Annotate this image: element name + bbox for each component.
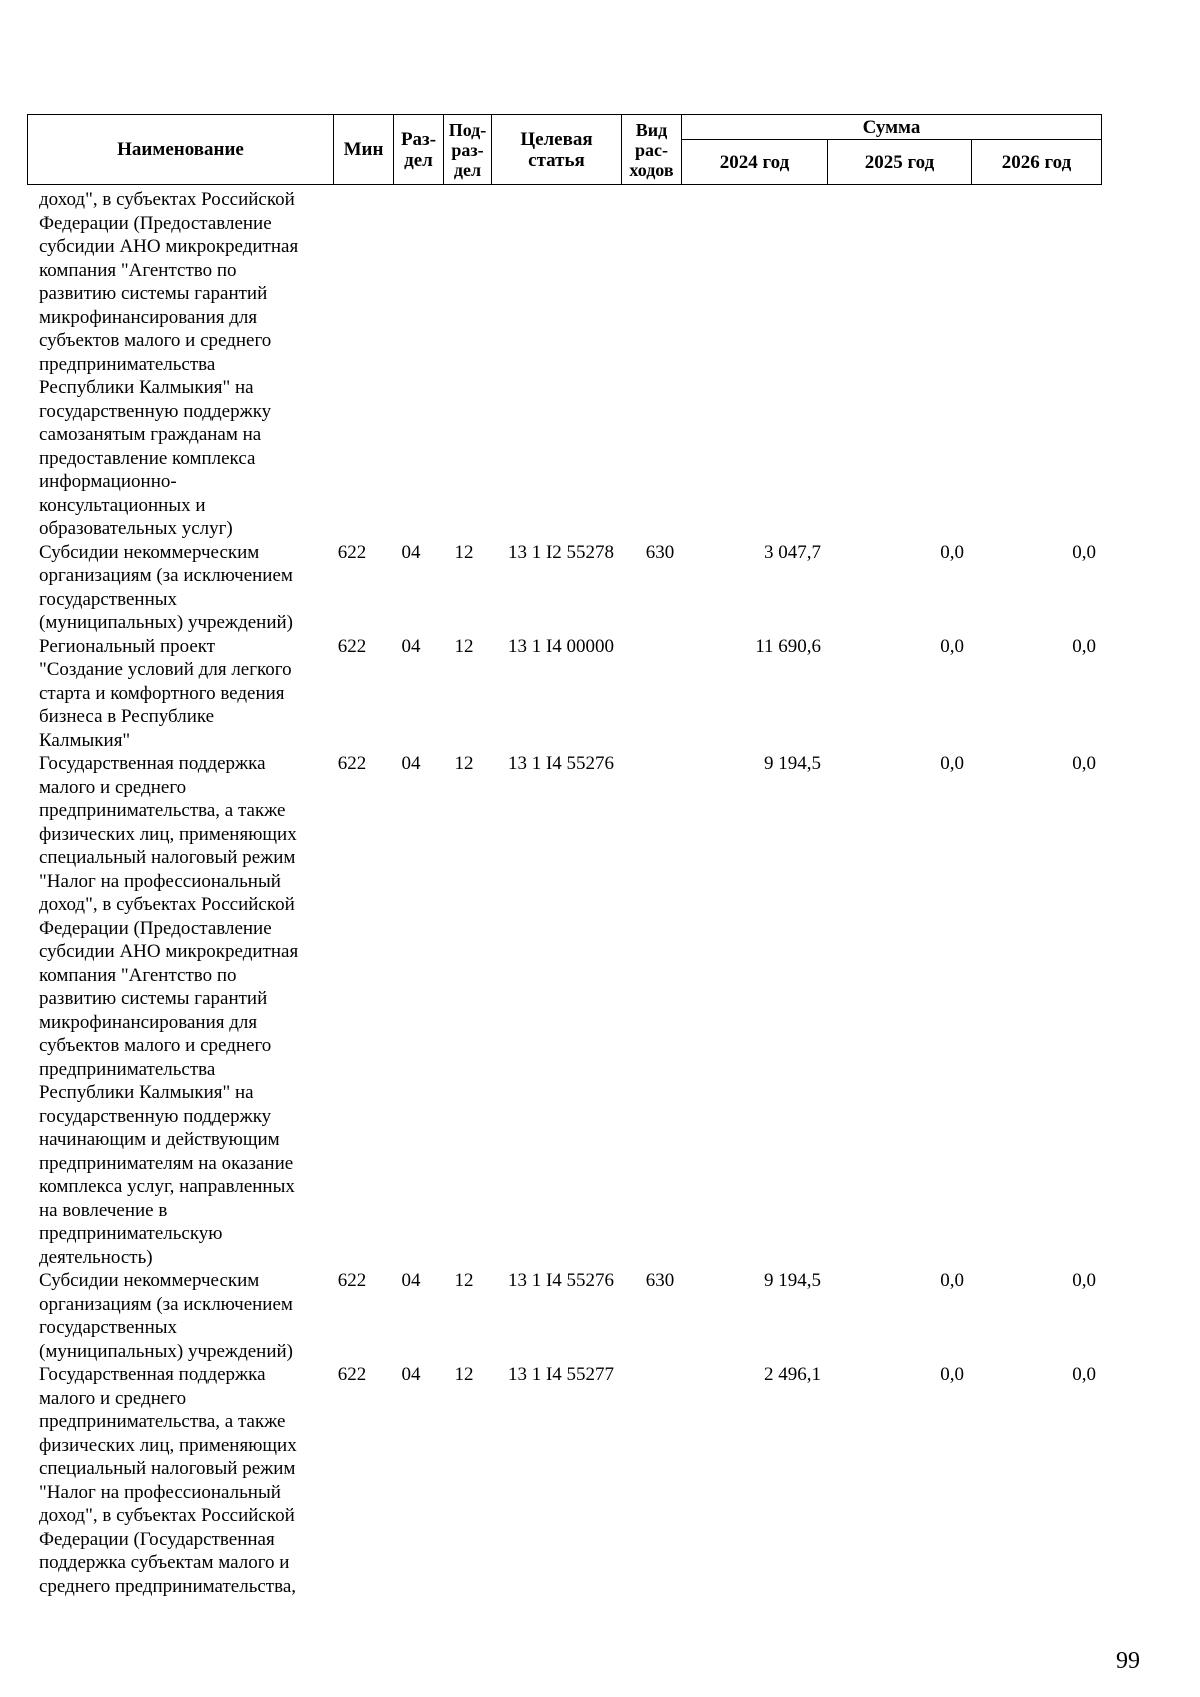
row-name-line: Республики Калмыкия" на — [39, 377, 254, 398]
row-name-line: государственных — [39, 588, 178, 610]
table-header — [27, 114, 1102, 185]
row-section: 04 — [401, 753, 421, 774]
row-name-line: субсидии АНО микрокредитная — [39, 941, 299, 962]
row-name-line: государственную поддержку — [39, 400, 272, 422]
row-name-line: (муниципальных) учреждений) — [39, 1340, 293, 1362]
row-name-line: деятельность) — [39, 1246, 153, 1268]
row-sum-2024: 11 690,6 — [755, 635, 821, 657]
row-sum-2026: 0,0 — [1072, 1270, 1096, 1291]
row-name-line: малого и среднего — [39, 1387, 187, 1409]
row-name-line: субъектов малого и среднего — [39, 1035, 272, 1056]
row-name-line: образовательных услуг) — [39, 518, 233, 539]
header-section-line: Раз- — [400, 128, 437, 150]
row-sum-2026 — [976, 188, 1106, 541]
row-min: 622 — [337, 1364, 367, 1385]
row-name-line: развитию системы гарантий — [39, 283, 268, 304]
header-subsection-line: раз- — [451, 139, 484, 160]
header-name: Наименование — [28, 115, 334, 185]
row-name-line: (муниципальных) учреждений) — [39, 612, 293, 633]
row-name-line: предпринимательскую — [39, 1223, 223, 1244]
row-name-line: субсидии АНО микрокредитная — [39, 236, 299, 257]
row-name-line: информационно- — [39, 471, 177, 492]
row-sum-2025: 0,0 — [940, 753, 964, 774]
row-type — [631, 188, 689, 541]
row-name-line: Федерации (Предоставление — [39, 917, 272, 939]
row-name-line: Федерации (Государственная — [39, 1528, 275, 1550]
header-section — [394, 115, 444, 185]
row-name-line: физических лиц, применяющих — [39, 823, 297, 845]
row-target: 13 1 I2 55278 — [507, 541, 615, 563]
row-target: 13 1 I4 55276 — [507, 753, 615, 774]
table-row — [27, 635, 1127, 753]
header-type-line: ходов — [629, 159, 674, 180]
header-year-2025: 2025 год — [828, 140, 972, 185]
row-name-line: специальный налоговый режим — [39, 1458, 296, 1479]
row-name-line: среднего предпринимательства, — [39, 1575, 297, 1597]
table-row — [27, 1269, 1127, 1363]
row-sum-2024 — [689, 188, 833, 541]
row-name-line: Республики Калмыкия" на — [39, 1082, 254, 1103]
row-section: 04 — [401, 635, 421, 657]
row-name-line: Государственная поддержка — [39, 1364, 266, 1385]
row-subsection: 12 — [454, 1364, 474, 1385]
row-sum-2026: 0,0 — [1072, 541, 1096, 563]
row-name-line: Субсидии некоммерческим — [39, 541, 260, 563]
header-section-line: дел — [404, 149, 433, 171]
row-min: 622 — [337, 753, 367, 774]
row-target: 13 1 I4 55277 — [507, 1364, 615, 1385]
row-name — [27, 541, 319, 635]
row-name-line: консультационных и — [39, 494, 206, 516]
row-subsection: 12 — [454, 753, 474, 774]
row-name — [27, 1363, 319, 1598]
header-subsection-line: дел — [453, 159, 482, 180]
row-name-line: предпринимательства, а также — [39, 1411, 286, 1432]
row-sum-2024: 9 194,5 — [764, 1270, 821, 1291]
row-min: 622 — [337, 635, 367, 657]
row-type: 630 — [645, 541, 675, 563]
row-name-line: предпринимательства — [39, 353, 216, 375]
row-name-line: субъектов малого и среднего — [39, 330, 272, 351]
header-subsection-line: Под- — [448, 119, 487, 140]
header-year-2024: 2024 год — [682, 140, 828, 185]
row-name-line: "Создание условий для легкого — [39, 659, 292, 680]
row-name-line: специальный налоговый режим — [39, 847, 296, 868]
header-year-2026: 2026 год — [972, 140, 1102, 185]
row-min — [319, 188, 385, 541]
row-name-line: государственную поддержку — [39, 1105, 272, 1127]
row-target — [491, 188, 631, 541]
header-type-line: рас- — [635, 139, 668, 160]
row-name-line: начинающим и действующим — [39, 1129, 280, 1150]
row-name-line: Федерации (Предоставление — [39, 212, 272, 234]
row-name-line: Государственная поддержка — [39, 753, 266, 774]
row-subsection — [437, 188, 491, 541]
row-name-line: "Налог на профессиональный — [39, 1481, 281, 1503]
row-section: 04 — [401, 1364, 421, 1385]
header-subsection — [444, 115, 492, 185]
table-body — [27, 188, 1127, 1598]
row-type — [631, 752, 689, 1269]
row-type — [631, 635, 689, 753]
header-target-line: Целевая — [520, 128, 593, 150]
header-type-line: Вид — [635, 119, 668, 140]
row-subsection: 12 — [454, 541, 474, 563]
row-name-line: Калмыкия" — [39, 729, 131, 751]
row-name-line: организациям (за исключением — [39, 565, 293, 586]
row-name-line: предпринимателям на оказание — [39, 1152, 294, 1174]
row-subsection: 12 — [454, 635, 474, 657]
row-name — [27, 1269, 319, 1363]
row-name-line: на вовлечение в — [39, 1199, 168, 1221]
row-subsection: 12 — [454, 1270, 474, 1291]
header-type — [622, 115, 682, 185]
row-name-line: компания "Агентство по — [39, 964, 237, 986]
row-name-line: организациям (за исключением — [39, 1293, 293, 1315]
row-name-line: компания "Агентство по — [39, 259, 237, 281]
row-type — [631, 1363, 689, 1598]
row-name-line: микрофинансирования для — [39, 306, 258, 328]
header-min: Мин — [334, 115, 394, 185]
row-section — [385, 188, 437, 541]
row-min: 622 — [337, 541, 367, 563]
row-section: 04 — [401, 1270, 421, 1291]
row-name-line: физических лиц, применяющих — [39, 1434, 297, 1456]
table-row — [27, 541, 1127, 635]
row-section: 04 — [401, 541, 421, 563]
row-target: 13 1 I4 55276 — [507, 1270, 615, 1291]
row-name-line: самозанятым гражданам на — [39, 424, 262, 445]
row-sum-2026: 0,0 — [1072, 635, 1096, 657]
row-sum-2025: 0,0 — [940, 635, 964, 657]
row-name-line: поддержка субъектам малого и — [39, 1552, 290, 1573]
row-name-line: доход", в субъектах Российской — [39, 894, 295, 915]
row-name-line: доход", в субъектах Российской — [39, 189, 295, 210]
row-type: 630 — [645, 1270, 675, 1291]
header-target — [492, 115, 622, 185]
row-sum-2025 — [833, 188, 976, 541]
row-name-line: государственных — [39, 1317, 178, 1338]
row-name-line: доход", в субъектах Российской — [39, 1505, 295, 1526]
row-name-line: комплекса услуг, направленных — [39, 1176, 295, 1197]
table-row — [27, 188, 1127, 541]
row-sum-2025: 0,0 — [940, 1364, 964, 1385]
row-name — [27, 188, 319, 541]
row-name-line: бизнеса в Республике — [39, 706, 215, 727]
table-row — [27, 1363, 1127, 1598]
row-name-line: малого и среднего — [39, 776, 187, 798]
row-name-line: старта и комфортного ведения — [39, 682, 285, 704]
row-sum-2026: 0,0 — [1072, 1364, 1096, 1385]
row-sum-2025: 0,0 — [940, 541, 964, 563]
row-name — [27, 635, 319, 753]
row-name-line: Региональный проект — [39, 635, 216, 657]
row-sum-2026: 0,0 — [1072, 753, 1096, 774]
row-name-line: микрофинансирования для — [39, 1011, 258, 1033]
row-sum-2024: 2 496,1 — [764, 1364, 821, 1385]
page-number: 99 — [1116, 1648, 1140, 1674]
row-name-line: развитию системы гарантий — [39, 988, 268, 1009]
row-name-line: "Налог на профессиональный — [39, 870, 281, 892]
header-sum: Сумма — [682, 115, 1102, 140]
row-sum-2024: 3 047,7 — [764, 541, 821, 563]
row-name-line: предпринимательства, а также — [39, 800, 286, 821]
row-sum-2024: 9 194,5 — [764, 753, 821, 774]
header-target-line: статья — [528, 149, 585, 171]
row-target: 13 1 I4 00000 — [507, 635, 615, 657]
row-name-line: предпринимательства — [39, 1058, 216, 1080]
row-sum-2025: 0,0 — [940, 1270, 964, 1291]
row-min: 622 — [337, 1270, 367, 1291]
row-name — [27, 752, 319, 1269]
row-name-line: предоставление комплекса — [39, 447, 256, 469]
row-name-line: Субсидии некоммерческим — [39, 1270, 260, 1291]
table-row — [27, 752, 1127, 1269]
